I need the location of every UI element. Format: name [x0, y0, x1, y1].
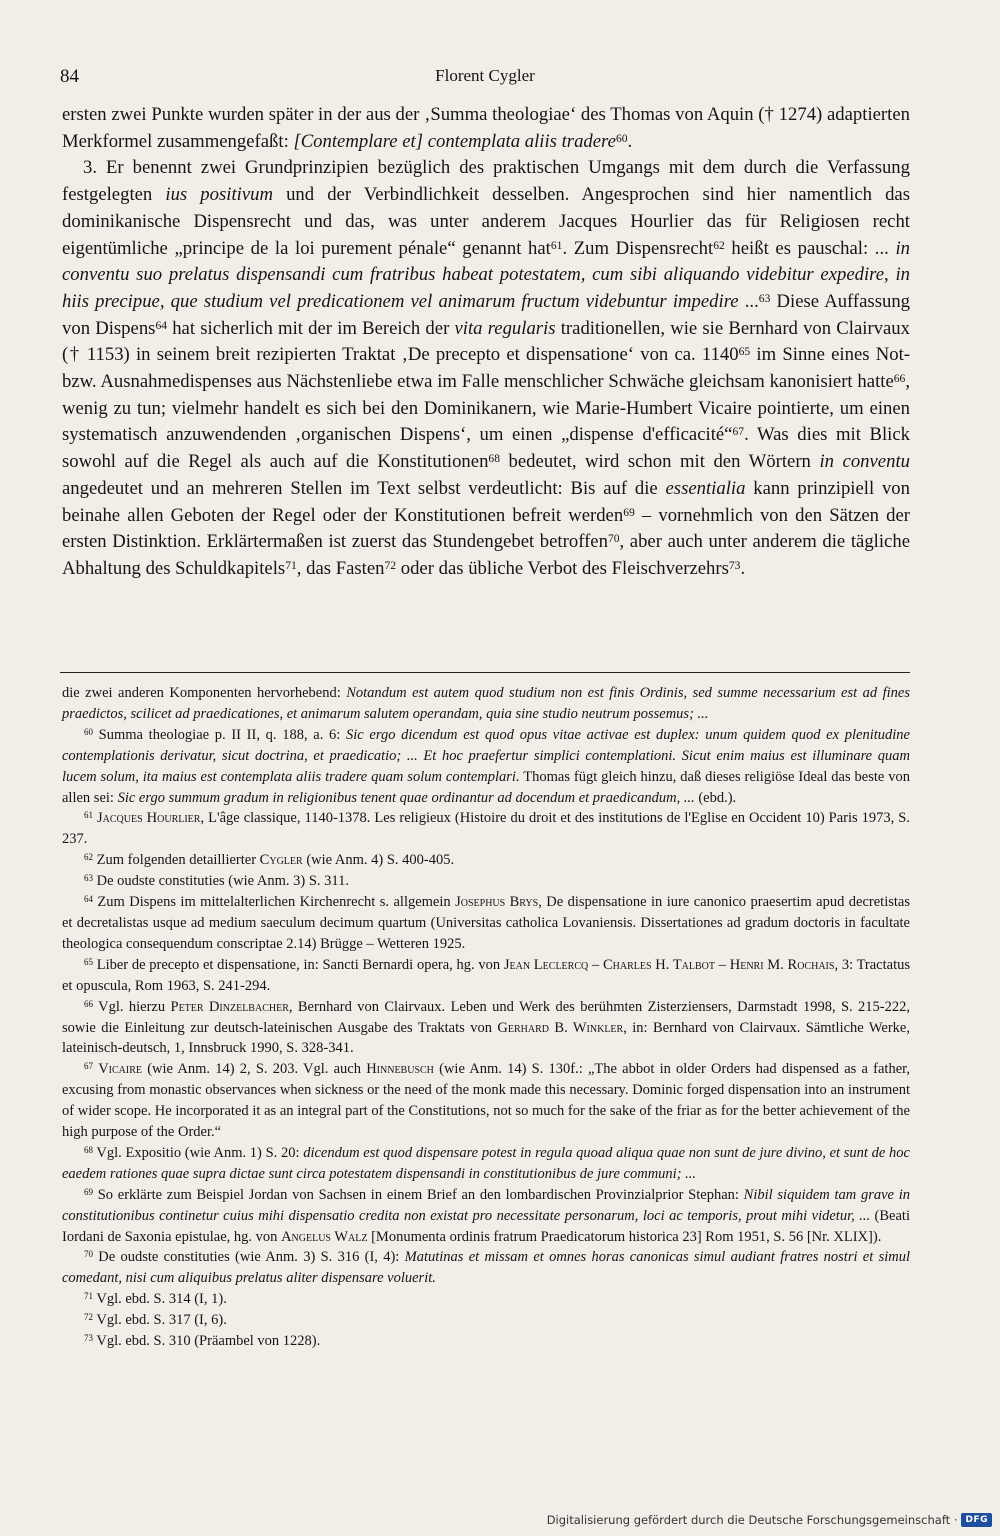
- paragraph-3: [62, 155, 910, 582]
- footnote-divider: [60, 672, 910, 673]
- text-run: ...: [738, 290, 759, 312]
- footnote-ref: 61: [550, 238, 563, 252]
- author-name: Gerhard B. Winkler: [497, 1019, 624, 1036]
- footnote-69: [62, 1185, 910, 1248]
- main-text: [62, 102, 910, 583]
- text-run: kann prinzipiell von beinahe allen Geboten der Regel oder der Konstitutionen befreit werden: [62, 477, 910, 526]
- latin-quote: Sic ergo dicendum est quod opus vitae activae est duplex: unum quidem quod ex plenitudine contemplationis derivatur, sicut doctrina, et praedicatio; ... Et hoc praefertur simplici contemplationi. Sicut enim maius est illuminare quam lucem solum, ita maius est contemplata aliis tradere quam solum contemplari.: [62, 726, 910, 785]
- text-run: , De dispensatione in iure canonico praesertim apud decretistas et decretalistas usque ad medium saeculum decimum quartum (Universitas catholica Lovaniensis. Dissertationes ad gradum doctoris in facultate theologica consequendum conscriptae 2.14) Brügge – Wetteren 1925.: [62, 894, 910, 952]
- text-run: (wie Anm. 14) 2, S. 203. Vgl. auch: [142, 1061, 367, 1078]
- footnote-number: 61: [84, 810, 93, 821]
- digitization-footer: [547, 1510, 992, 1530]
- text-run: Liber de precepto et dispensatione, in: Sancti Bernardi opera, hg. von: [92, 956, 504, 973]
- text-run: Vgl. ebd. S. 317 (I, 6).: [92, 1312, 227, 1329]
- text-run: und der Verbindlichkeit desselben. Angesprochen sind hier namentlich das dominikanische Dispensrecht und das, was unter anderem Jacques Hourlier das für Religiosen recht eigentümliche „principe de la loi purement pénale“ genannt hat: [62, 184, 910, 259]
- latin-term: in conventu: [819, 451, 910, 473]
- running-head: Florent Cygler: [435, 66, 535, 85]
- text-run: De oudste constituties (wie Anm. 3) S. 316 (I, 4):: [92, 1249, 405, 1266]
- footnote-ref: 69: [623, 505, 635, 519]
- footnote-number: 64: [84, 894, 93, 905]
- text-run: (Beati Iordani de Saxonia epistulae, hg. von: [62, 1207, 910, 1245]
- text-run: Vgl. Expositio (wie Anm. 1) S. 20:: [92, 1144, 304, 1161]
- footnote-72: [62, 1310, 910, 1331]
- footnote-ref: 66: [893, 371, 906, 385]
- footnote-68: [62, 1143, 910, 1185]
- footnote-number: 65: [84, 956, 93, 967]
- footnote-number: 63: [84, 873, 93, 884]
- footnote-ref: 64: [155, 318, 168, 332]
- author-name: Angelus Walz: [281, 1228, 368, 1245]
- footnote-66: [62, 997, 910, 1060]
- latin-quote: Sic ergo summum gradum in religionibus tenent quae ordinantur ad docendum et praedicandum, ...: [117, 789, 695, 806]
- footnote-number: 60: [84, 726, 93, 737]
- text-run: Vgl. ebd. S. 310 (Präambel von 1228).: [92, 1333, 321, 1350]
- text-run: Zum folgenden detaillierter: [92, 852, 260, 869]
- page-number: 84: [60, 66, 79, 87]
- text-run: Vgl. hierzu: [92, 998, 171, 1015]
- text-run: , wenig zu tun; vielmehr handelt es sich bei den Dominikanern, wie Marie-Humbert Vicaire pointierte, um einen systematisch anzuwendenden ‚organischen Dispens‘, um einen „dispense d'efficacité“: [62, 371, 910, 446]
- text-run: heißt es pauschal: ...: [724, 237, 896, 259]
- footnote-number: 68: [84, 1144, 93, 1155]
- footnotes: [62, 683, 910, 1352]
- author-name: Cygler: [259, 852, 303, 869]
- footnote-ref: 62: [713, 238, 725, 252]
- text-run: (wie Anm. 14) S. 130f.: „The abbot in older Orders had dispensed as a father, excusing from monastic observances when sickness or the need of the monk made this necessary. Dominic forged dispensation into an instrument of wider scope. He incorporated it as an integral part of the Constitutions, not so much for the sake of the friar as for the better achievement of the high purpose of the Order.“: [62, 1061, 911, 1141]
- footnote-number: 67: [84, 1061, 93, 1072]
- text-run: (wie Anm. 4) S. 400-405.: [302, 852, 455, 869]
- footnote-65: [62, 955, 910, 997]
- footnote-number: 62: [84, 852, 93, 863]
- footnote-ref: 72: [384, 558, 397, 572]
- latin-term: ius positivum: [165, 184, 273, 206]
- text-run: , in: Bernhard von Clairvaux. Sämtliche Werke, lateinisch-deutsch, 1, Innsbruck 1990, S. 328-341.: [62, 1019, 910, 1057]
- footnote-67: [62, 1059, 910, 1143]
- text-run: [Monumenta ordinis fratrum Praedicatorum historica 23] Rom 1951, S. 56 [Nr. XLIX]).: [367, 1228, 882, 1245]
- text-run: 3. Er benennt zwei Grundprinzipien bezüglich des praktischen Umgangs mit dem durch die Verfassung festgelegten: [62, 157, 910, 206]
- text-run: , L'âge classique, 1140-1378. Les religieux (Histoire du droit et des institutions de l'Eglise en Occident 10) Paris 1973, S. 237.: [62, 810, 911, 848]
- footnote-71: [62, 1289, 910, 1310]
- latin-quote: dicendum est quod dispensare potest in regula quoad aliqua quae non sunt de jure divino, et sunt de hoc eaedem rationes quae supra dictae sunt circa potestatem dispensandi in constitutionibus de jure communi; ...: [62, 1144, 910, 1182]
- footnote-continuation: [62, 683, 910, 725]
- footnote-ref: 65: [738, 345, 751, 359]
- latin-quote: Notandum est autem quod studium non est finis Ordinis, sed summe necessarium est ad fines praedictos, scilicet ad praedicationes, et animarum salutem operandam, quia sine studio neutrum possemus; ...: [62, 685, 910, 722]
- footnote-70: [62, 1247, 910, 1289]
- text-run: , Bernhard von Clairvaux. Leben und Werk des berühmten Zisterziensers, Darmstadt 1998, S. 215-222, sowie die Einleitung zur deutsch-lateinischen Ausgabe des Traktats von: [62, 998, 910, 1036]
- footnote-63: [62, 871, 910, 892]
- author-name: Hinnebusch: [366, 1061, 434, 1078]
- author-name: Jean Leclercq – Charles H. Talbot – Henri M. Rochais: [503, 956, 835, 973]
- author-name: Josephus Brys: [455, 894, 539, 911]
- author-name: Jacques Hourlier: [97, 810, 201, 827]
- text-run: So erklärte zum Beispiel Jordan von Sachsen in einem Brief an den lombardischen Provinzialprior Stephan:: [92, 1186, 744, 1203]
- text-run: De oudste constituties (wie Anm. 3) S. 311.: [92, 873, 349, 890]
- footnote-ref: 73: [728, 558, 741, 572]
- text-run: . Was dies mit Blick sowohl auf die Regel als auch auf die Konstitutionen: [62, 424, 910, 473]
- digitization-credit: Digitalisierung gefördert durch die Deutsche Forschungsgemeinschaft ·: [546, 1513, 958, 1527]
- footnote-number: 73: [84, 1333, 93, 1344]
- footnote-73: [62, 1331, 910, 1352]
- paragraph-continuation: [62, 102, 910, 155]
- text-run: , das Fasten: [296, 557, 385, 579]
- latin-quote: Matutinas et missam et omnes horas canonicas simul audiant fratres nostri et simul comedant, nisi cum aliquibus prelatus aliter dispensare voluerit.: [62, 1249, 910, 1287]
- page-header: [60, 66, 910, 90]
- text-run: bedeutet, wird schon mit den Wörtern: [500, 451, 820, 473]
- text-run: im Sinne eines Not- bzw. Ausnahmedispenses aus Nächstenliebe etwa im Falle menschlicher Schwäche gleichsam kanonisiert hatte: [62, 344, 910, 393]
- footnote-number: 71: [84, 1291, 93, 1302]
- dfg-logo: DFG: [961, 1513, 992, 1527]
- footnote-61: [62, 808, 910, 850]
- text-run: Diese Auffassung von Dispens: [62, 290, 911, 339]
- text-run: .: [740, 557, 746, 579]
- footnote-ref: 68: [488, 451, 500, 465]
- footnote-ref: 60: [615, 131, 628, 145]
- text-run: hat sicherlich mit der im Bereich der: [167, 317, 455, 339]
- text-run: , 3: Tractatus et opuscula, Rom 1963, S. 241-294.: [62, 956, 911, 994]
- latin-quote: Nibil siquidem tam grave in constitutionibus continetur cuius mihi dispensatio credita non existat pro necessitate personarum, loci ac temporis, prout mihi videtur, ...: [62, 1186, 910, 1224]
- text-run: angedeutet und an mehreren Stellen im Text selbst verdeutlicht: Bis auf die: [62, 477, 666, 499]
- author-name: Vicaire: [98, 1061, 143, 1078]
- text-run: , aber auch unter anderem die tägliche Abhaltung des Schuldkapitels: [62, 531, 910, 579]
- text-run: oder das übliche Verbot des Fleischverzehrs: [396, 557, 729, 579]
- footnote-ref: 67: [732, 425, 745, 439]
- latin-quote: [Contemplare et] contemplata aliis tradere: [293, 130, 616, 152]
- text-run: Zum Dispens im mittelalterlichen Kirchenrecht s. allgemein: [92, 894, 456, 911]
- latin-term: vita regularis: [454, 317, 556, 339]
- text-run: (ebd.).: [694, 789, 737, 806]
- author-name: Peter Dinzelbacher: [170, 998, 289, 1015]
- text-run: .: [627, 130, 633, 152]
- footnote-number: 66: [84, 998, 93, 1009]
- text-run: Summa theologiae p. II II, q. 188, a. 6:: [92, 726, 347, 743]
- text-run: – vornehmlich von den Sätzen der ersten Distinktion. Erklärtermaßen ist zuerst das Stundengebet betroffen: [62, 504, 910, 553]
- footnote-ref: 63: [758, 291, 771, 305]
- footnote-number: 69: [84, 1186, 93, 1197]
- latin-term: essentialia: [665, 477, 746, 499]
- footnote-number: 70: [84, 1249, 93, 1260]
- text-run: Thomas fügt gleich hinzu, daß dieses religiöse Ideal das beste von allen sei:: [62, 768, 910, 806]
- text-run: . Zum Dispensrecht: [562, 237, 714, 259]
- footnote-62: [62, 850, 910, 871]
- footnote-60: [62, 725, 910, 809]
- text-run: Vgl. ebd. S. 314 (I, 1).: [92, 1291, 227, 1308]
- footnote-64: [62, 892, 910, 955]
- footnote-ref: 70: [607, 532, 620, 546]
- footnote-number: 72: [84, 1312, 93, 1323]
- text-run: traditionellen, wie sie Bernhard von Clairvaux († 1153) in seinem breit rezipierten Traktat ‚De precepto et dispensatione‘ von ca. 1140: [62, 317, 910, 366]
- text-run: ersten zwei Punkte wurden später in der aus der ‚Summa theologiae‘ des Thomas von Aquin († 1274) adaptierten Merkformel zusammengefaßt:: [62, 104, 910, 152]
- latin-quote: in conventu suo prelatus dispensandi cum fratribus habeat potestatem, cum sibi aliquando videbitur expedire, in hiis precipue, que studium vel predicationem vel animarum fructum videbuntur impedire: [62, 237, 910, 312]
- footnote-ref: 71: [285, 558, 297, 572]
- text-run: die zwei anderen Komponenten hervorhebend:: [62, 685, 347, 701]
